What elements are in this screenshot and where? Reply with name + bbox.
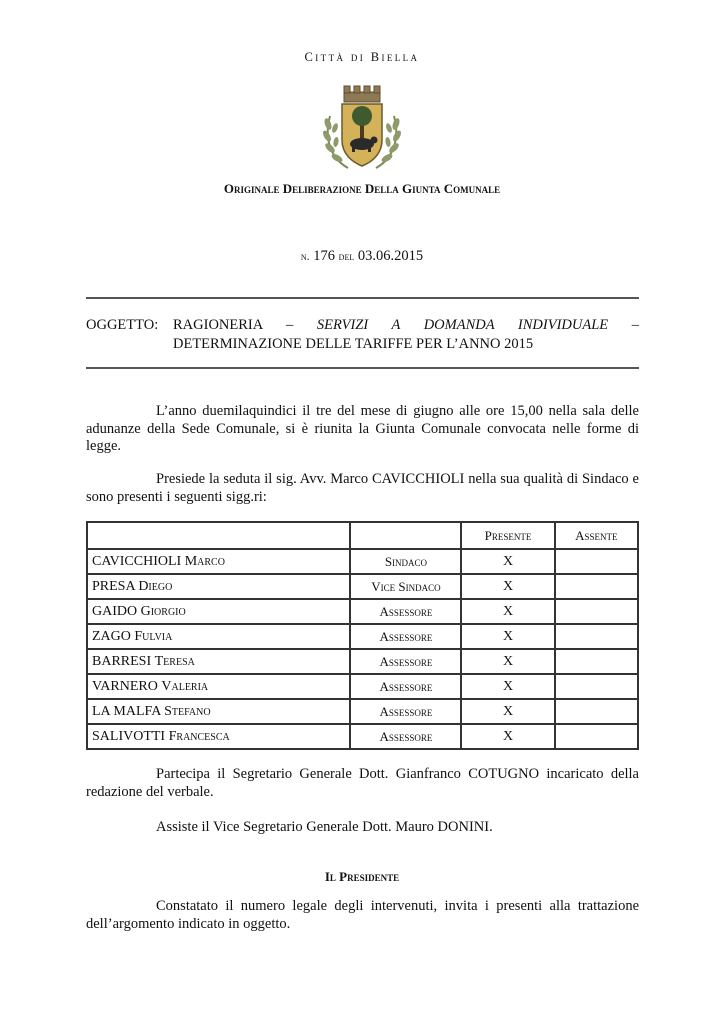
member-role: Assessore xyxy=(350,624,461,649)
chair-paragraph xyxy=(86,471,639,506)
closing-text: Constatato il numero legale degli intervenuti, invita i presenti alla trattazione dell’argomento indicato in oggetto. xyxy=(86,898,639,932)
top-divider xyxy=(86,297,639,299)
present-mark: X xyxy=(461,599,554,624)
member-role: Vice Sindaco xyxy=(350,574,461,599)
absent-mark xyxy=(555,599,638,624)
subject-line-1 xyxy=(173,316,639,335)
present-mark: X xyxy=(461,549,554,574)
coat-of-arms-icon xyxy=(318,80,406,176)
absent-mark xyxy=(555,574,638,599)
present-mark: X xyxy=(461,624,554,649)
absent-mark xyxy=(555,674,638,699)
member-name: SALIVOTTI Francesca xyxy=(87,724,350,749)
present-mark: X xyxy=(461,699,554,724)
present-mark: X xyxy=(461,674,554,699)
intro-paragraph xyxy=(86,403,639,456)
header-name xyxy=(87,522,350,549)
date-prefix: del xyxy=(338,249,355,263)
subject-line-2: DETERMINAZIONE DELLE TARIFFE PER L’ANNO 2015 xyxy=(173,336,534,352)
deliberation-date: 03.06.2015 xyxy=(357,248,424,264)
president-heading: Il Presidente xyxy=(324,869,400,884)
member-role: Assessore xyxy=(350,649,461,674)
vice-secretary-text: Assiste il Vice Segretario Generale Dott. Mauro DONINI. xyxy=(156,819,493,835)
member-role: Sindaco xyxy=(350,549,461,574)
table-row xyxy=(87,699,638,724)
member-role: Assessore xyxy=(350,724,461,749)
member-name: BARRESI Teresa xyxy=(87,649,350,674)
secretary-text: Partecipa il Segretario Generale Dott. Gianfranco COTUGNO incaricato della redazione del verbale. xyxy=(86,766,639,800)
member-role: Assessore xyxy=(350,599,461,624)
absent-mark xyxy=(555,624,638,649)
secretary-paragraph xyxy=(86,766,639,801)
absent-mark xyxy=(555,699,638,724)
table-row xyxy=(87,574,638,599)
present-mark: X xyxy=(461,649,554,674)
intro-text: L’anno duemilaquindici il tre del mese di giugno alle ore 15,00 nella sala delle adunanze della Sede Comunale, si è riunita la Giunta Comunale convocata nelle forme di legge. xyxy=(86,403,639,454)
member-name: VARNERO Valeria xyxy=(87,674,350,699)
member-name: GAIDO Giorgio xyxy=(87,599,350,624)
member-name: PRESA Diego xyxy=(87,574,350,599)
table-row xyxy=(87,624,638,649)
member-role: Assessore xyxy=(350,674,461,699)
present-mark: X xyxy=(461,724,554,749)
subject-dash: – xyxy=(631,317,640,333)
member-name: ZAGO Fulvia xyxy=(87,624,350,649)
table-row xyxy=(87,549,638,574)
table-row xyxy=(87,649,638,674)
attendance-table xyxy=(86,521,639,750)
absent-mark xyxy=(555,549,638,574)
city-name: Città di Biella xyxy=(304,50,420,64)
subject-dept: RAGIONERIA – xyxy=(173,317,294,333)
table-header-row xyxy=(87,522,638,549)
chair-text: Presiede la seduta il sig. Avv. Marco CAVICCHIOLI nella sua qualità di Sindaco e sono presenti i seguenti sigg.ri: xyxy=(86,471,639,505)
closing-paragraph xyxy=(86,898,639,933)
absent-mark xyxy=(555,724,638,749)
vice-secretary-paragraph xyxy=(86,819,639,837)
subject-italic: SERVIZI A DOMANDA INDIVIDUALE xyxy=(316,317,609,333)
header-absent: Assente xyxy=(555,522,638,549)
absent-mark xyxy=(555,649,638,674)
table-row xyxy=(87,599,638,624)
member-name: LA MALFA Stefano xyxy=(87,699,350,724)
subject-label: OGGETTO: xyxy=(86,317,159,333)
header-present: Presente xyxy=(461,522,554,549)
subject-block xyxy=(86,316,639,354)
header-role xyxy=(350,522,461,549)
deliberation-number-line xyxy=(0,248,724,265)
bottom-divider xyxy=(86,367,639,369)
deliberation-number: 176 xyxy=(313,248,336,264)
present-mark: X xyxy=(461,574,554,599)
member-role: Assessore xyxy=(350,699,461,724)
document-type-heading: Originale Deliberazione Della Giunta Comunale xyxy=(223,181,501,196)
number-prefix: n. xyxy=(300,249,310,263)
table-row xyxy=(87,674,638,699)
member-name: CAVICCHIOLI Marco xyxy=(87,549,350,574)
table-row xyxy=(87,724,638,749)
